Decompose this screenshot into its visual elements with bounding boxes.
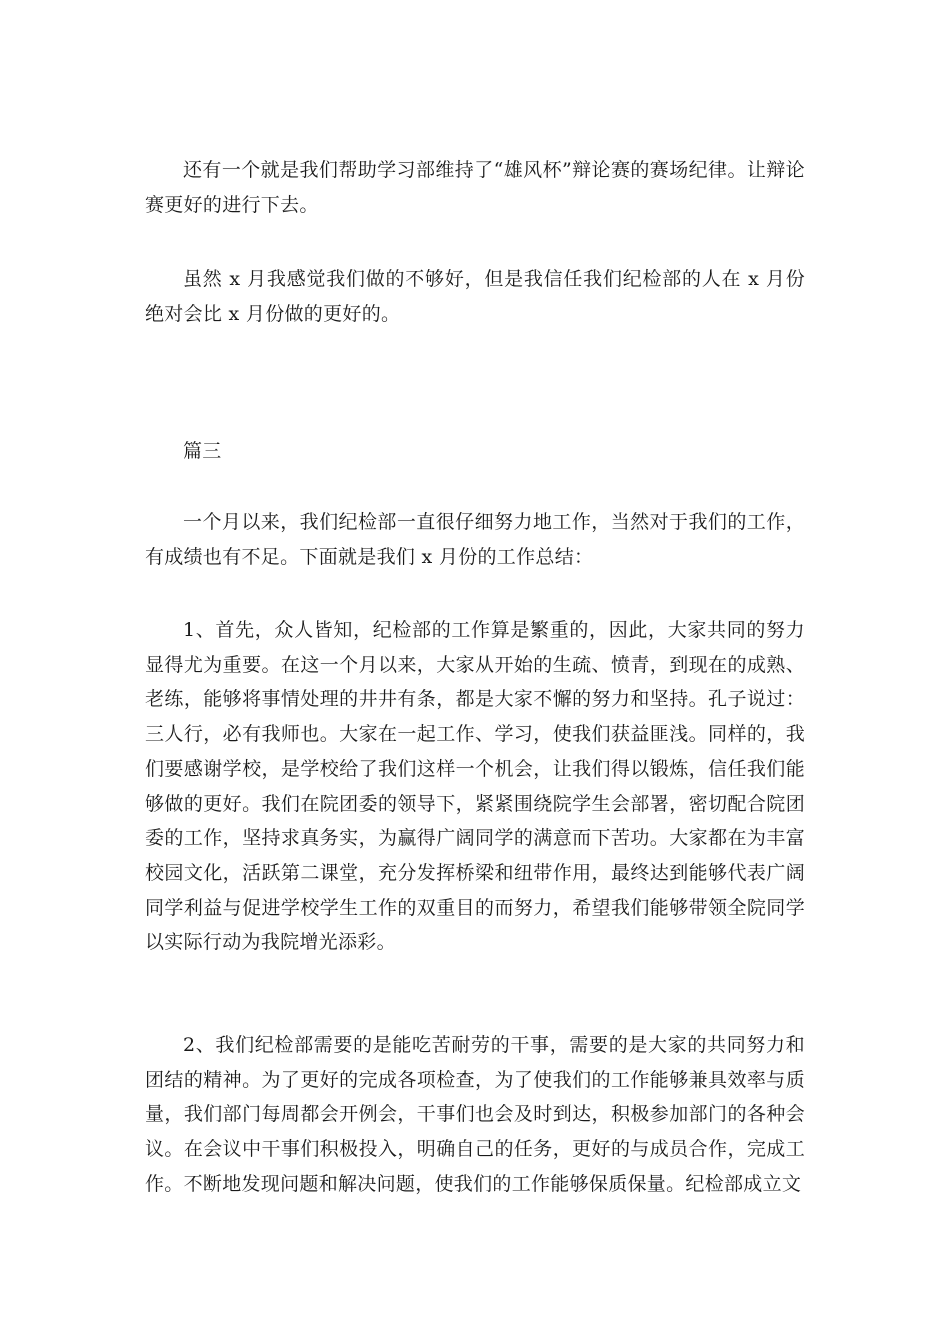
section-heading: 篇三	[183, 440, 222, 462]
paragraph-debate-order: 还有一个就是我们帮助学习部维持了“雄风杯”辩论赛的赛场纪律。让辩论赛更好的进行下去。	[145, 159, 805, 216]
paragraph-point-1: 1、首先，众人皆知，纪检部的工作算是繁重的，因此，大家共同的努力显得尤为重要。在这一个月以来，大家从开始的生疏、愤青，到现在的成熟、老练，能够将事情处理的井井有条，都是大家不懈的努力和坚持。孔子说过：三人行，必有我师也。大家在一起工作、学习，使我们获益匪浅。同样的，我们要感谢学校，是学校给了我们这样一个机会，让我们得以锻炼，信任我们能够做的更好。我们在院团委的领导下，紧紧围绕院学生会部署，密切配合院团委的工作，坚持求真务实，为赢得广阔同学的满意而下苦功。大家都在为丰富校园文化，活跃第二课堂，充分发挥桥梁和纽带作用，最终达到能够代表广阔同学利益与促进学校学生工作的双重目的而努力，希望我们能够带领全院同学以实际行动为我院增光添彩。	[145, 619, 805, 954]
paragraph-point-2: 2、我们纪检部需要的是能吃苦耐劳的干事，需要的是大家的共同努力和团结的精神。为了更好的完成各项检查，为了使我们的工作能够兼具效率与质量，我们部门每周都会开例会，干事们也会及时到达，积极参加部门的各种会议。在会议中干事们积极投入，明确自己的任务，更好的与成员合作，完成工作。不断地发现问题和解决问题，使我们的工作能够保质保量。纪检部成立文	[145, 1034, 805, 1195]
paragraph-next-month-confidence: 虽然 x 月我感觉我们做的不够好，但是我信任我们纪检部的人在 x 月份绝对会比 x 月份做的更好的。	[145, 268, 805, 325]
paragraph-intro: 一个月以来，我们纪检部一直很仔细努力地工作，当然对于我们的工作，有成绩也有不足。下面就是我们 x 月份的工作总结：	[145, 511, 805, 568]
